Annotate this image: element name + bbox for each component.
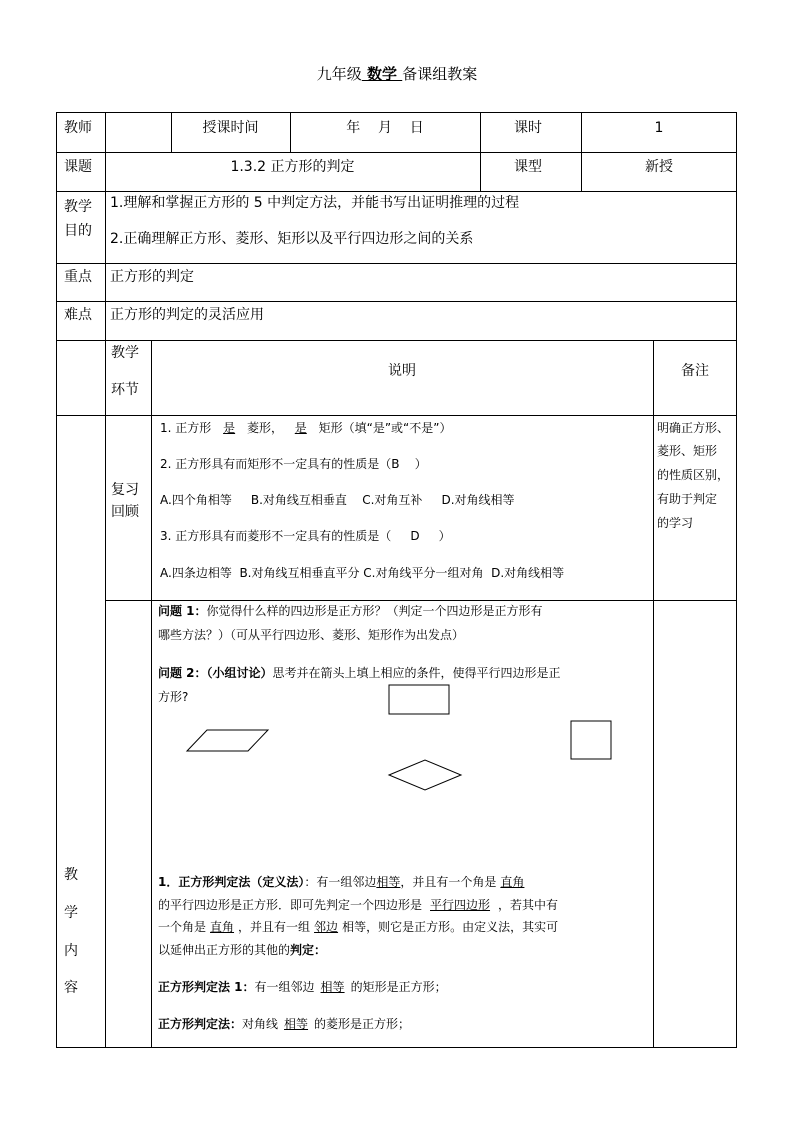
problem-1-line-2: 哪些方法？）（可从平行四边形、菱形、矩形作为出发点）	[158, 628, 465, 642]
problem-2-label: 问题 2：（小组讨论）	[158, 666, 273, 680]
goals-label-2: 目的	[64, 223, 92, 239]
q1-blank-2: 是	[294, 421, 307, 435]
goal-item-1: 1.理解和掌握正方形的 5 中判定方法，并能书写出证明推理的过程	[110, 195, 520, 211]
difficulty-label: 难点	[64, 307, 92, 323]
method-1-text-d: ，若其中有	[498, 898, 559, 912]
method-1-text-f: ，并且有一组	[238, 920, 311, 934]
q1-part-e: 矩形（填“是”或“不是”）	[318, 421, 452, 435]
topic-value: 1.3.2 正方形的判定	[230, 159, 355, 175]
title-grade: 九年级	[316, 65, 362, 83]
type-label: 课型	[514, 159, 542, 175]
explain-header: 说明	[388, 363, 416, 379]
judge-method-2-text-b: 的菱形是正方形；	[314, 1017, 411, 1031]
q1-blank-1: 是	[223, 421, 236, 435]
rhombus-shape	[389, 760, 461, 790]
review-note-5: 的学习	[657, 516, 694, 530]
note-header: 备注	[681, 363, 709, 379]
problem-1-label: 问题 1：	[158, 604, 207, 618]
q1-part-c: 菱形，	[246, 421, 283, 435]
stage-header-1: 教学	[111, 345, 139, 361]
problem-2-text: 思考并在箭头上填上相应的条件，使得平行四边形是正	[272, 666, 561, 680]
teacher-label: 教师	[64, 120, 92, 136]
method-1-line-4	[158, 942, 326, 958]
review-label-1: 复习	[111, 482, 139, 498]
judge-method-1-title: 正方形判定法 1：	[158, 980, 255, 994]
method-1-line-3	[158, 919, 558, 935]
method-1-blank-adjacent: 邻边	[314, 920, 339, 934]
review-note-4: 有助于判定	[657, 492, 718, 506]
method-1-text-judge: 判定：	[290, 943, 327, 957]
topic-label: 课题	[64, 159, 92, 175]
hours-label: 课时	[514, 120, 542, 136]
goal-item-2: 2.正确理解正方形、菱形、矩形以及平行四边形之间的关系	[110, 231, 474, 247]
review-note-1: 明确正方形、	[657, 421, 730, 435]
key-label: 重点	[64, 269, 92, 285]
review-note-3: 的性质区别，	[657, 468, 730, 482]
square-shape	[571, 721, 611, 759]
judge-method-2-blank: 相等	[284, 1017, 309, 1031]
review-label-2: 回顾	[111, 504, 139, 520]
side-label-1: 教	[64, 867, 78, 883]
side-label-2: 学	[64, 905, 78, 921]
title-subject: 数学	[361, 65, 403, 83]
review-q3-options: A.四条边相等 B.对角线互相垂直平分 C.对角线平分一组对角 D.对角线相等	[160, 566, 565, 580]
method-1-blank-right-angle: 直角	[500, 875, 525, 889]
method-1-text-c: 的平行四边形是正方形．即可先判定一个四边形是	[158, 898, 423, 912]
stage-header-2: 环节	[111, 382, 139, 398]
key-value: 正方形的判定	[110, 269, 194, 285]
judge-method-2-text-a: 对角线	[242, 1017, 279, 1031]
parallelogram-shape	[187, 730, 268, 751]
method-1-text-e: 一个角是	[158, 920, 207, 934]
hours-value: 1	[654, 120, 664, 136]
method-1-blank-equal: 相等	[376, 875, 401, 889]
side-label-4: 容	[64, 980, 78, 996]
title-suffix: 备课组教案	[402, 65, 478, 83]
judge-method-1-text-a: 有一组邻边	[254, 980, 315, 994]
judge-method-1-text-b: 的矩形是正方形；	[350, 980, 447, 994]
q1-part-a: 1. 正方形	[160, 421, 212, 435]
time-value: 年 月 日	[346, 120, 424, 136]
method-1-title: 1．正方形判定法（定义法）	[158, 875, 305, 889]
method-1-text-g: 相等，则它是正方形。由定义法，其实可	[342, 920, 559, 934]
difficulty-value: 正方形的判定的灵活应用	[110, 307, 264, 323]
problem-2-line-2: 方形?	[158, 690, 189, 704]
method-1-line-1	[158, 874, 524, 890]
review-note-2: 菱形、矩形	[657, 444, 718, 458]
time-label: 授课时间	[202, 120, 259, 136]
judge-method-2	[158, 1016, 410, 1032]
problem-1-text: 你觉得什么样的四边形是正方形？（判定一个四边形是正方形有	[206, 604, 543, 618]
side-label-3: 内	[64, 943, 78, 959]
goals-label-1: 教学	[64, 199, 92, 215]
review-q2: 2. 正方形具有而矩形不一定具有的性质是（B ）	[160, 457, 427, 471]
rectangle-shape	[389, 685, 449, 714]
method-1-text-b: ，并且有一个角是	[400, 875, 497, 889]
review-q3: 3. 正方形具有而菱形不一定具有的性质是（ D ）	[160, 529, 451, 543]
method-1-blank-right-angle-2: 直角	[210, 920, 235, 934]
method-1-blank-parallelogram: 平行四边形	[430, 898, 491, 912]
type-value: 新授	[645, 159, 673, 175]
judge-method-1-blank: 相等	[320, 980, 345, 994]
method-1-line-2	[158, 897, 558, 913]
method-1-text-h: 以延伸出正方形的其他的	[158, 943, 291, 957]
judge-method-1	[158, 979, 447, 995]
review-q2-options: A.四个角相等 B.对角线互相垂直 C.对角互补 D.对角线相等	[160, 493, 515, 507]
method-1-text-a: ：有一组邻边	[304, 875, 377, 889]
judge-method-2-title: 正方形判定法：	[158, 1017, 243, 1031]
